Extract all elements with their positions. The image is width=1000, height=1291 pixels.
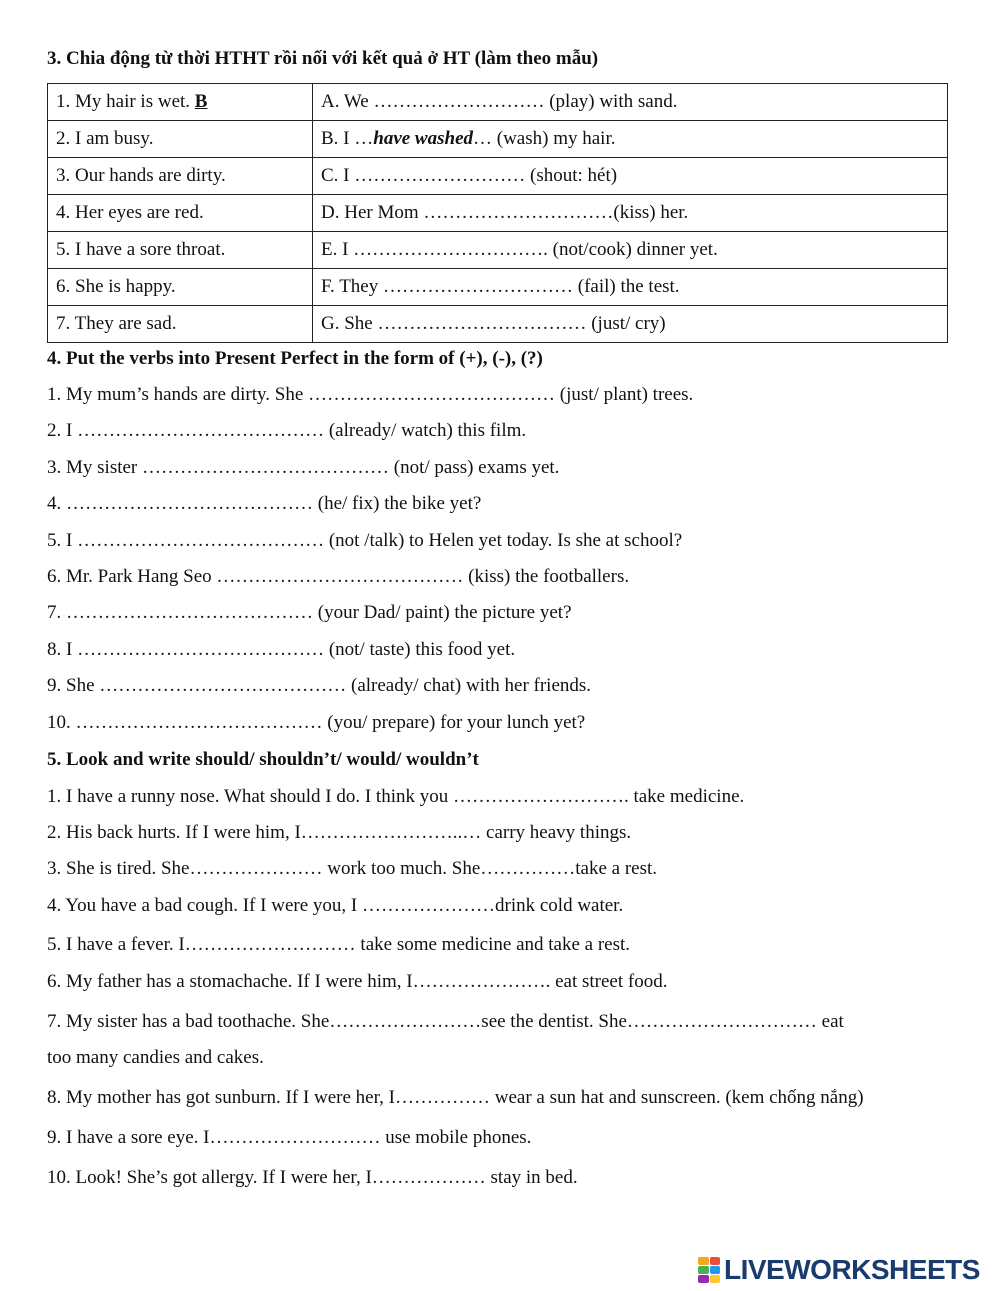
table-cell[interactable]: 3. Our hands are dirty. <box>48 158 313 195</box>
table-cell[interactable]: C. I ……………………… (shout: hét) <box>313 158 948 195</box>
table-cell[interactable]: 7. They are sad. <box>48 306 313 343</box>
matching-table <box>47 83 948 343</box>
table-row <box>48 232 948 269</box>
exercise-line[interactable]: 6. My father has a stomachache. If I were him, I…………………. eat street food. <box>47 971 668 992</box>
table-cell: B. I …have washed… (wash) my hair. <box>313 121 948 158</box>
exercise-line[interactable]: 2. His back hurts. If I were him, I……………………..… carry heavy things. <box>47 822 632 843</box>
table-cell[interactable]: G. She …………………………… (just/ cry) <box>313 306 948 343</box>
logo-blocks-icon <box>698 1257 720 1283</box>
table-row <box>48 158 948 195</box>
exercise-line-continuation: too many candies and cakes. <box>47 1047 264 1068</box>
logo-block <box>710 1275 721 1283</box>
logo-block <box>698 1266 709 1274</box>
table-row <box>48 306 948 343</box>
exercise-line[interactable]: 4. ………………………………… (he/ fix) the bike yet? <box>47 493 482 514</box>
table-cell: 1. My hair is wet. B <box>48 84 313 121</box>
exercise-line[interactable]: 9. I have a sore eye. I……………………… use mobile phones. <box>47 1127 532 1148</box>
exercise-line[interactable]: 3. My sister ………………………………… (not/ pass) exams yet. <box>47 457 560 478</box>
section-5-heading: 5. Look and write should/ shouldn’t/ would/ wouldn’t <box>47 749 479 770</box>
table-cell[interactable]: 5. I have a sore throat. <box>48 232 313 269</box>
logo-block <box>698 1257 709 1265</box>
example-answer: B <box>194 91 208 112</box>
table-cell[interactable]: D. Her Mom …………………………(kiss) her. <box>313 195 948 232</box>
table-row <box>48 269 948 306</box>
exercise-line[interactable]: 3. She is tired. She………………… work too much. She……………take a rest. <box>47 858 658 879</box>
exercise-line[interactable]: 1. My mum’s hands are dirty. She ………………………………… (just/ plant) trees. <box>47 384 694 405</box>
logo-block <box>710 1257 721 1265</box>
exercise-line[interactable]: 7. My sister has a bad toothache. She……………………see the dentist. She………………………… eat <box>47 1011 844 1032</box>
section-4-heading: 4. Put the verbs into Present Perfect in the form of (+), (-), (?) <box>47 348 543 369</box>
logo-text: LIVEWORKSHEETS <box>724 1254 980 1285</box>
logo-block <box>710 1266 721 1274</box>
exercise-line[interactable]: 4. You have a bad cough. If I were you, I …………………drink cold water. <box>47 895 624 916</box>
table-row <box>48 195 948 232</box>
exercise-line[interactable]: 6. Mr. Park Hang Seo ………………………………… (kiss) the footballers. <box>47 566 630 587</box>
table-row <box>48 121 948 158</box>
table-row <box>48 84 948 121</box>
table-cell[interactable]: F. They ………………………… (fail) the test. <box>313 269 948 306</box>
exercise-line[interactable]: 5. I have a fever. I……………………… take some medicine and take a rest. <box>47 934 631 955</box>
table-cell[interactable]: A. We ……………………… (play) with sand. <box>313 84 948 121</box>
exercise-line[interactable]: 5. I ………………………………… (not /talk) to Helen yet today. Is she at school? <box>47 530 683 551</box>
exercise-line[interactable]: 10. ………………………………… (you/ prepare) for your lunch yet? <box>47 712 586 733</box>
table-cell[interactable]: 2. I am busy. <box>48 121 313 158</box>
example-verb-answer: have washed <box>373 128 473 149</box>
section-3-heading: 3. Chia động từ thời HTHT rồi nối với kết quả ở HT (làm theo mẫu) <box>47 48 599 69</box>
exercise-line[interactable]: 10. Look! She’s got allergy. If I were her, I……………… stay in bed. <box>47 1167 578 1188</box>
exercise-line[interactable]: 7. ………………………………… (your Dad/ paint) the picture yet? <box>47 602 572 623</box>
table-cell[interactable]: E. I …………………………. (not/cook) dinner yet. <box>313 232 948 269</box>
exercise-line[interactable]: 9. She ………………………………… (already/ chat) with her friends. <box>47 675 592 696</box>
table-cell[interactable]: 6. She is happy. <box>48 269 313 306</box>
logo-block <box>698 1275 709 1283</box>
exercise-line[interactable]: 8. I ………………………………… (not/ taste) this food yet. <box>47 639 516 660</box>
exercise-line[interactable]: 8. My mother has got sunburn. If I were her, I…………… wear a sun hat and sunscreen. (kem chống nắng) <box>47 1087 864 1108</box>
exercise-line[interactable]: 1. I have a runny nose. What should I do. I think you ………………………. take medicine. <box>47 786 745 807</box>
table-cell[interactable]: 4. Her eyes are red. <box>48 195 313 232</box>
liveworksheets-logo <box>698 1254 980 1286</box>
exercise-line[interactable]: 2. I ………………………………… (already/ watch) this film. <box>47 420 527 441</box>
